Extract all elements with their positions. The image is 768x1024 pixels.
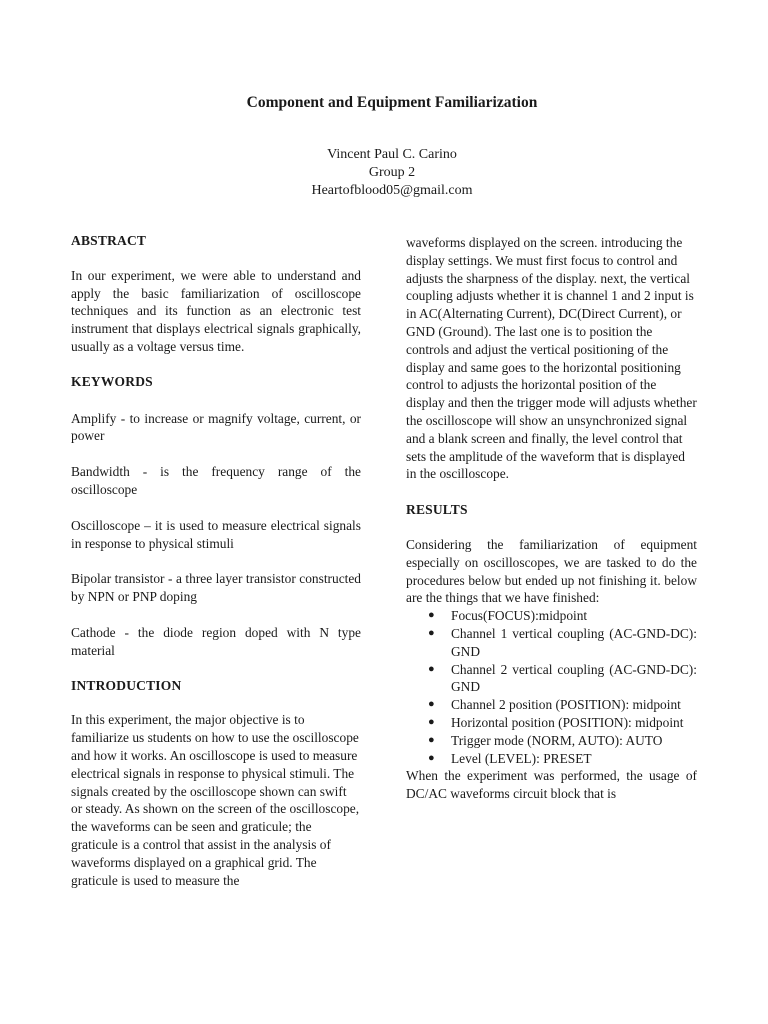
introduction-continued: waveforms displayed on the screen. introducing the display settings. We must first focus to control and adjusts the sharpness of the display. next, the vertical coupling adjusts whether it is channel 1 and 2 input is in AC(Alternating Current), DC(Direct Current), or GND (Ground). The last one is to position the controls and adjust the vertical positioning of the display and same goes to the horizontal positioning control to adjusts the horizontal position of the display and then the trigger mode will adjusts whether the oscilloscope will show an unsynchronized signal and a blank screen and finally, the level control that sets the amplitude of the waveform that is displayed in the oscilloscope. [406,235,697,482]
results-item: ● Level (LEVEL): PRESET [428,750,592,766]
abstract-text: In our experiment, we were able to understand and apply the basic familiarization of oscilloscope techniques and its function as an electronic test instrument that displays electrical signals graphically, usually as a voltage versus time. [71,267,361,354]
keyword-item: Oscilloscope – it is used to measure electrical signals in response to physical stimuli [71,517,361,551]
bullet-icon: ● [428,662,435,675]
keyword-item: Cathode - the diode region doped with N type material [71,624,361,658]
abstract-heading: ABSTRACT [71,233,147,248]
results-item: ● Horizontal position (POSITION): midpoint [428,714,684,730]
keywords-list [71,410,361,660]
results-item: ● Channel 1 vertical coupling (AC-GND-DC): GND [428,625,697,659]
keyword-item: Bandwidth - is the frequency range of the oscilloscope [71,464,361,497]
results-intro: Considering the familiarization of equipment especially on oscilloscopes, we are tasked to do the procedures below but ended up not finishing it. below are the things that we have finished: [406,536,697,606]
bullet-icon: ● [428,609,435,622]
author-block [0,146,768,200]
results-item: ● Trigger mode (NORM, AUTO): AUTO [428,732,663,748]
author-email: Heartofblood05@gmail.com [311,183,473,198]
introduction-text: In this experiment, the major objective is to familiarize us students on how to use the oscilloscope and how it works. An oscilloscope is used to measure electrical signals in response to physical stimuli. The signals created by the oscilloscope shown can swift or steady. As shown on the screen of the oscilloscope, the waveforms can be seen and graticule; the graticule is a control that assist in the analysis of waveforms displayed on a graphical grid. The graticule is used to measure the [71,712,360,888]
bullet-icon: ● [428,626,435,639]
right-column [406,234,697,803]
results-heading: RESULTS [406,502,468,518]
keyword-item: Amplify - to increase or magnify voltage, current, or power [71,410,361,444]
bullet-icon: ● [428,733,435,746]
paper-title: Component and Equipment Familiarization [246,94,538,111]
author-name: Vincent Paul C. Carino [327,147,457,162]
left-column [71,232,361,889]
results-item: ● Channel 2 position (POSITION): midpoint [428,697,681,713]
introduction-heading: INTRODUCTION [71,677,182,693]
bullet-icon: ● [428,751,435,764]
bullet-icon: ● [428,715,435,728]
results-item: ● Channel 2 vertical coupling (AC-GND-DC): GND [428,661,697,695]
keyword-item: Bipolar transistor - a three layer transistor constructed by NPN or PNP doping [71,571,361,605]
results-after: When the experiment was performed, the usage of DC/AC waveforms circuit block that is [406,768,697,802]
bullet-icon: ● [428,698,435,711]
results-item: ● Focus(FOCUS):midpoint [428,608,588,624]
results-list [406,607,697,767]
keywords-heading: KEYWORDS [71,373,153,389]
author-group: Group 2 [368,165,416,180]
